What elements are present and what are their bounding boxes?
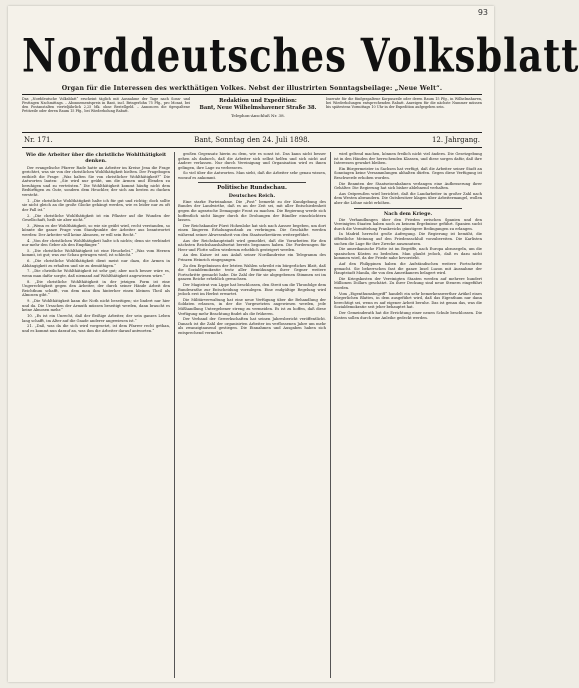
paragraph: Aus Ostpreußen wird berichtet, daß die Landarbeiter in großer Zahl nach dem Westen abwandern. Die Gutsbesitzer klagen über Arbeitermangel, wollen aber die Löhne nicht erhöhen.: [334, 191, 482, 206]
dateline: [22, 134, 482, 146]
editorial-office-label: Redaktion und Expedition:: [219, 98, 297, 104]
page-number: 93: [477, 8, 488, 17]
section-separator: [198, 182, 306, 183]
masthead-subtitle: Organ für die Interessen des werkthätigen Volkes. Nebst der illustrirten Sonntagsbeilage: „Neue Welt“.: [61, 85, 443, 92]
paragraph: Die Militärverwaltung hat eine neue Verfügung über die Behandlung der Soldaten erlassen, in der die Vorgesetzten angewiesen werden, jede Mißhandlung Untergebener streng zu vermeiden. Es ist zu hoffen, daß diese Verfügung mehr Beachtung findet als die früheren.: [178, 297, 326, 316]
paragraph: Die Kriegskosten der Vereinigten Staaten werden auf mehrere hundert Millionen Dollars geschätzt. Zu ihrer Deckung sind neue Steuern eingeführt worden.: [334, 276, 482, 290]
paragraph: Eine starke Parteinahme. Die „Post“ bemerkt zu der Kundgebung des Bundes der Landwirthe, daß es an der Zeit sei, mit aller Entschiedenheit gegen die agrarische Demagogie Front zu machen. Die Regierung werde sich hoffentlich nicht länger durch die Drohungen der Bündler einschüchtern lassen.: [178, 199, 326, 223]
paragraph: 8. „Die christliche Wohlthätigkeit in der jetzigen Form ist eine Ungerechtigkeit gegen den Arbeiter, der durch seiner Hände Arbeit den Reichthum schafft, von dem man ihm hinterher einen kleinen Theil als Almosen gibt.“: [22, 279, 170, 298]
column-2: [178, 152, 326, 678]
paragraph: Vom „Eigenthumsbegriff“ handelt ein sehr bemerkenswerther Artikel eines bürgerlichen Blattes, in dem ausgeführt wird, daß das Eigenthum nur dann berechtigt sei, wenn es auf eigener Arbeit beruhe. Das ist genau das, was die Sozialdemokratie seit jeher behauptet hat.: [334, 291, 482, 310]
paragraph: Der Gemeinderath hat die Errichtung einer neuen Schule beschlossen. Die Kosten sollen durch eine Anleihe gedeckt werden.: [334, 311, 482, 320]
editorial-office: [196, 98, 320, 119]
dateline-rule-bottom: [22, 147, 482, 148]
paragraph: An den Kaiser ist aus Anlaß seiner Nordlandreise ein Telegramm des Prinzen Heinrich eingegangen.: [178, 253, 326, 262]
article-body: [22, 166, 170, 334]
section-separator: [354, 208, 462, 209]
paragraph: großen Gegensatz hierin zu dem, wie es sonst ist. Das kann nicht besser gehen als dadurch, daß die Arbeiter sich selbst helfen und sich nicht auf Andere verlassen. Nur durch Vereinigung und Organisation wird es ihnen gelingen, ihre Lage zu verbessern.: [178, 152, 326, 170]
masthead-title: Norddeutsches Volksblatt: [22, 27, 579, 83]
paragraph: 3. „Wenn es der Wohlthätigkeit, so wie sie geübt wird, recht verstanden, so könnte die ganze Frage vom Standpunkte der Arbeiter aus beantwortet werden: Der Arbeiter will keine Almosen, er will sein Recht.“: [22, 223, 170, 237]
section-heading: Politische Rundschau.: [217, 185, 287, 192]
advertising-info: Inserate für die fünfgespaltene Korpuszeile oder deren Raum 15 Pfg., in Wilhelmshaven, bei Wiederholungen entsprechenden Rabatt. Anzeigen für die nächste Nummer müssen bis spätestens Vormittags 10 Uhr in der Expedition aufgegeben sein.: [326, 97, 482, 110]
article-heading: Wie die Arbeiter über die christliche Wohlthätigkeit denken.: [25, 152, 167, 164]
paragraph: Der Verband der Gewerkschaften hat seinen Jahresbericht veröffentlicht. Danach ist die Zahl der organisirten Arbeiter im verflossenen Jahre um mehr als zwanzigtausend gestiegen. Die Einnahmen und Ausgaben haben sich entsprechend vermehrt.: [178, 317, 326, 335]
article-continuation: [178, 152, 326, 180]
volume-number: 12. Jahrgang.: [431, 136, 480, 144]
paragraph: 5. „Die christliche Wohlthätigkeit ist eine Heuchelei.“ „Was vom Herzen kommt, ist gut; was zur Schau getragen wird, ist schlecht.“: [22, 248, 170, 258]
dateline-rule-top: [22, 132, 482, 133]
column-divider-2: [330, 152, 331, 678]
paragraph: Der Reichskanzler Fürst Hohenlohe hat sich nach Aussee begeben, um dort einen längeren Erholungsurlaub zu verbringen. Die Geschäfte werden während seiner Abwesenheit von den Staatssekretären weitergeführt.: [178, 223, 326, 237]
war-news-body: [334, 218, 482, 321]
paragraph: Die Beamten der Staatseisenbahnen verlangen eine Aufbesserung ihrer Gehälter. Die Regierung hat sich bisher ablehnend verhalten.: [334, 181, 482, 191]
paragraph: In Madrid herrscht große Aufregung. Die Regierung ist bemüht, die öffentliche Meinung auf den Friedensschluß vorzubereiten. Die Karlisten suchen die Lage für ihre Zwecke auszunutzen.: [334, 232, 482, 246]
paragraph: Der Magistrat von Lippe hat beschlossen, den Streit um die Thronfolge dem Bundesrathe zur Entscheidung vorzulegen. Eine endgültige Regelung wird jedoch erst im Herbst erwartet.: [178, 283, 326, 297]
paragraph: wird geltend machen, können freilich nicht viel ändern. Die Gesetzgebung ist in den Händen der herrschenden Klassen, und diese sorgen dafür, daß ihre Interessen gewahrt bleiben.: [334, 152, 482, 166]
paragraph: 4. „Von der christlichen Wohlthätigkeit halte ich nichts; denn sie verbindet nur mehr den Geber als den Empfänger.“: [22, 238, 170, 248]
paragraph: Auf den Philippinen haben die Aufständischen weitere Fortschritte gemacht. Sie beherrschen fast die ganze Insel Luzon mit Ausnahme der Hauptstadt Manila, die von den Amerikanern belagert wird.: [334, 262, 482, 276]
paragraph: 7. „Die christliche Wohlthätigkeit ist sehr gut; aber noch besser wäre es, wenn man dafür sorgte, daß niemand auf Wohlthätigkeit angewiesen wäre.“: [22, 269, 170, 279]
column-1: [22, 152, 170, 678]
header-rule-top: [22, 94, 482, 95]
paragraph: 1. „Die christliche Wohlthätigkeit halte ich für gut und richtig; doch sollte sie nicht gleich an die große Glocke gehängt werden, wie es leider nur zu oft der Fall ist.“: [22, 198, 170, 212]
paragraph: Die Verhandlungen über den Frieden zwischen Spanien und den Vereinigten Staaten haben noch zu keinem Ergebnisse geführt. Spanien sucht durch die Vermittelung Frankreichs günstigere Bedingungen zu erlangen.: [334, 217, 482, 231]
paragraph: 2. „Die christliche Wohlthätigkeit ist ein Pflaster auf die Wunden der Gesellschaft, heilt sie aber nicht.“: [22, 213, 170, 223]
paragraph: Zu den Ergebnissen der letzten Wahlen schreibt ein bürgerliches Blatt, daß die Sozialdemokratie trotz aller Bemühungen ihrer Gegner weitere Fortschritte gemacht habe. Die Zahl der für sie abgegebenen Stimmen sei im ganzen Reiche erheblich gewachsen.: [178, 263, 326, 282]
paragraph: 10. „Es ist ein Unrecht, daß der fleißige Arbeiter, der sein ganzes Leben lang schafft, im Alter auf die Gnade anderer angewiesen ist.“: [22, 313, 170, 323]
paragraph: Die amerikanische Flotte ist im Begriffe, nach Europa abzusegeln, um die spanischen Küsten zu bedrohen. Man glaubt jedoch, daß es dazu nicht kommen wird, da der Friede nahe bevorsteht.: [334, 247, 482, 261]
news-body: [178, 200, 326, 336]
column-divider-1: [174, 152, 175, 678]
paragraph: 6. „Die christliche Wohlthätigkeit dient meist nur dazu, die Armen in Abhängigkeit zu erhalten und sie zu demüthigen.“: [22, 259, 170, 268]
paragraph: 9. „Die Wohlthätigkeit kann die Noth nicht beseitigen; sie lindert nur hier und da. Die Ursachen der Armuth müssen beseitigt werden, dann braucht es keine Almosen mehr.“: [22, 299, 170, 313]
subsection-heading: Deutsches Reich.: [228, 192, 276, 199]
paragraph: Ein Bürgermeister in Sachsen hat verfügt, daß die Arbeiter seiner Stadt an Sonntagen keine Versammlungen abhalten dürfen. Gegen diese Verfügung ist Beschwerde erhoben worden.: [334, 166, 482, 180]
paragraph: So viel über die Antworten. Man sieht, daß die Arbeiter sehr genau wissen, worauf es ankommt.: [178, 171, 326, 180]
paragraph: 21. „Daß, was da die sich wird vorgesetzt, ist dem Pfarrer recht gethan, und es kommt nun darauf an, was ihm die Arbeiter darauf antworten.“: [22, 324, 170, 333]
paragraph: Aus der Reichshauptstadt wird gemeldet, daß die Vorarbeiten für den nächsten Reichshaushaltsetat bereits begonnen haben. Die Forderungen für Heer und Flotte sollen wiederum erheblich gesteigert werden.: [178, 238, 326, 252]
editorial-office-phone: Telephon-Anschluß Nr. 38.: [231, 113, 285, 118]
editorial-office-address: Bant, Neue Wilhelmshavener Straße 38.: [199, 105, 317, 111]
newspaper-page: [8, 6, 579, 682]
issue-date: Bant, Sonntag den 24. Juli 1898.: [194, 136, 310, 144]
subscription-info: Das „Norddeutsche Volksblatt“ erscheint täglich mit Ausnahme der Tage nach Sonn- und Festtagen Nachmittags. – Abonnementspreis in Bant, incl. Bringerlohn 75 Pfg., pro Monat, bei den Postanstalten vierteljährlich 2,25 Mk. ohne Bestellgeld. – Annoncen die 6gespaltene Petitzeile oder deren Raum 15 Pfg., bei Wiederholung Rabatt.: [22, 97, 190, 114]
section-heading: Nach dem Kriege.: [383, 210, 433, 217]
issue-number: Nr. 171.: [24, 136, 53, 144]
paragraph: Der evangelische Pfarrer Rade hatte an Arbeiter im Kreise Jena die Frage gerichtet, was sie von der christlichen Wohlthätigkeit hielten. Der Fragebogen enthielt die Frage: „Was halten Sie von christlicher Wohlthätigkeit?“ Die Antworten lauten: „Sie wird nur geübt, um die Armen und Elenden zu beruhigen und zu vertrösten.“ Die Wohlthätigkeit kommt häufig nicht dem Bedürftigen zu Gute, sondern dem Heuchler, der sich am besten zu ducken versteht.: [22, 165, 170, 197]
news-continuation: [334, 152, 482, 206]
column-3: [334, 152, 482, 678]
